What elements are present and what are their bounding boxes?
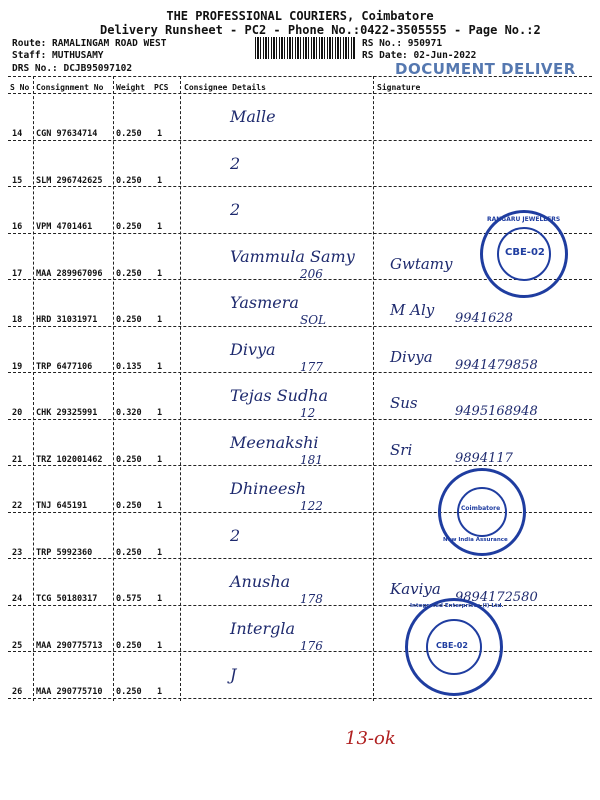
row-consignment-no: CHK 29325991 bbox=[36, 408, 98, 418]
row-weight: 0.250 bbox=[116, 315, 142, 325]
row-pcs: 1 bbox=[157, 222, 163, 232]
row-sno: 22 bbox=[12, 501, 23, 511]
row-pcs: 1 bbox=[157, 687, 163, 697]
row-weight: 0.250 bbox=[116, 129, 142, 139]
row-pcs: 1 bbox=[157, 268, 163, 279]
col-divider bbox=[33, 76, 34, 701]
row-consignment-no: TRP 5992360 bbox=[36, 547, 93, 558]
row-signature: Divya bbox=[390, 347, 433, 366]
row-separator bbox=[8, 140, 592, 141]
row-weight: 0.575 bbox=[116, 594, 142, 604]
col-header-signature: Signature bbox=[377, 83, 421, 92]
row-consignee-handwriting: Divya bbox=[230, 339, 276, 359]
row-consignment-no: TNJ 645191 bbox=[36, 501, 88, 511]
row-separator bbox=[8, 419, 592, 420]
row-signature: M Aly bbox=[390, 301, 435, 319]
jewellers-stamp-center: CBE-02 bbox=[505, 247, 545, 258]
document-delivery-stamp: DOCUMENT DELIVER bbox=[395, 60, 576, 78]
row-weight: 0.250 bbox=[116, 501, 142, 511]
row-weight: 0.250 bbox=[116, 547, 142, 558]
row-consignee-handwriting: Intergla bbox=[230, 618, 296, 638]
row-separator bbox=[8, 698, 592, 699]
row-consignee-number: 177 bbox=[300, 359, 323, 374]
row-pcs: 1 bbox=[157, 175, 163, 186]
col-divider bbox=[373, 76, 374, 701]
row-consignment-no: TCG 50180317 bbox=[36, 594, 98, 604]
row-pcs: 1 bbox=[157, 454, 163, 465]
row-pcs: 1 bbox=[157, 315, 163, 325]
row-consignee-handwriting: 2 bbox=[230, 200, 241, 219]
row-consignee-number: 122 bbox=[300, 499, 323, 513]
row-weight: 0.250 bbox=[116, 222, 142, 232]
col-divider bbox=[113, 76, 114, 701]
row-weight: 0.320 bbox=[116, 408, 142, 418]
row-consignee-handwriting: Dhineesh bbox=[230, 479, 307, 498]
row-sno: 20 bbox=[12, 408, 23, 418]
row-consignee-handwriting: Anusha bbox=[230, 572, 291, 591]
row-sno: 24 bbox=[12, 594, 23, 604]
jewellers-stamp bbox=[480, 210, 568, 298]
row-consignment-no: MAA 290775713 bbox=[36, 640, 103, 651]
row-pcs: 1 bbox=[157, 594, 163, 604]
row-weight: 0.135 bbox=[116, 361, 142, 372]
row-weight: 0.250 bbox=[116, 640, 142, 651]
row-weight: 0.250 bbox=[116, 175, 142, 186]
col-header-consignee-details: Consignee Details bbox=[184, 83, 266, 92]
row-signature: Sus bbox=[390, 394, 418, 412]
row-consignee-handwriting: Malle bbox=[230, 107, 276, 126]
row-signature: Gwtamy bbox=[390, 254, 453, 273]
row-consignee-number: 176 bbox=[300, 638, 323, 653]
table-top-border bbox=[8, 76, 592, 77]
row-sno: 26 bbox=[12, 687, 23, 697]
row-consignee-handwriting: 2 bbox=[230, 153, 241, 173]
row-signature: Sri bbox=[390, 440, 413, 459]
row-consignment-no: TRP 6477106 bbox=[36, 361, 93, 372]
row-consignee-handwriting: Meenakshi bbox=[230, 432, 319, 452]
header-separator bbox=[8, 93, 592, 94]
col-header-sno: S No bbox=[10, 83, 30, 92]
col-divider bbox=[180, 76, 181, 701]
row-consignee-handwriting: Vammula Samy bbox=[230, 246, 355, 266]
row-consignee-number: 178 bbox=[300, 592, 323, 606]
row-pcs: 1 bbox=[157, 361, 163, 372]
row-consignee-number: 181 bbox=[300, 452, 323, 467]
row-sno: 14 bbox=[12, 129, 23, 139]
row-sno: 18 bbox=[12, 315, 23, 325]
row-phone: 9894172580 bbox=[455, 590, 538, 605]
row-consignment-no: SLM 296742625 bbox=[36, 175, 103, 186]
row-separator bbox=[8, 651, 592, 652]
row-consignment-no: CGN 97634714 bbox=[36, 129, 98, 139]
col-header-consignment: Consignment No bbox=[36, 83, 104, 92]
company-name: THE PROFESSIONAL COURIERS, Coimbatore bbox=[166, 9, 434, 23]
row-sno: 17 bbox=[12, 268, 23, 279]
row-phone: 9894117 bbox=[455, 450, 513, 466]
row-pcs: 1 bbox=[157, 129, 163, 139]
assurance-stamp-inner-ring bbox=[457, 487, 507, 537]
row-separator bbox=[8, 186, 592, 187]
row-consignment-no: MAA 290775710 bbox=[36, 687, 103, 697]
row-sno: 23 bbox=[12, 547, 23, 558]
row-sno: 19 bbox=[12, 361, 23, 372]
row-consignee-number: SOL bbox=[300, 313, 327, 327]
col-header-pcs: PCS bbox=[154, 83, 169, 92]
row-sno: 25 bbox=[12, 640, 23, 651]
row-weight: 0.250 bbox=[116, 268, 142, 279]
row-sno: 21 bbox=[12, 454, 23, 465]
row-consignee-handwriting: J bbox=[230, 665, 237, 684]
row-signature: Kaviya bbox=[390, 580, 441, 598]
row-phone: 9941479858 bbox=[455, 357, 538, 373]
row-consignee-number: 12 bbox=[300, 406, 316, 420]
rs-number: RS No.: 950971 bbox=[362, 38, 443, 49]
integrated-stamp-center: CBE-02 bbox=[436, 641, 468, 650]
row-separator bbox=[8, 465, 592, 466]
rs-date: RS Date: 02-Jun-2022 bbox=[362, 50, 477, 61]
row-weight: 0.250 bbox=[116, 454, 142, 465]
runsheet-subtitle: Delivery Runsheet - PC2 - Phone No.:0422-3505555 - Page No.:2 bbox=[100, 23, 541, 37]
handwritten-footnote: 13-ok bbox=[345, 728, 396, 749]
staff-label: Staff: MUTHUSAMY bbox=[12, 50, 104, 61]
row-phone: 9495168948 bbox=[455, 404, 538, 419]
row-consignment-no: MAA 289967096 bbox=[36, 268, 103, 279]
row-pcs: 1 bbox=[157, 501, 163, 511]
row-consignment-no: VPM 4701461 bbox=[36, 222, 93, 232]
integrated-stamp bbox=[405, 598, 503, 696]
route-label: Route: RAMALINGAM ROAD WEST bbox=[12, 38, 167, 49]
row-pcs: 1 bbox=[157, 547, 163, 558]
row-sno: 16 bbox=[12, 222, 23, 232]
row-phone: 9941628 bbox=[455, 311, 513, 326]
row-consignee-number: 206 bbox=[300, 266, 323, 281]
row-separator bbox=[8, 372, 592, 373]
row-consignee-handwriting: Tejas Sudha bbox=[230, 386, 329, 405]
row-separator bbox=[8, 605, 592, 606]
assurance-stamp bbox=[438, 468, 526, 556]
row-separator bbox=[8, 558, 592, 559]
col-header-weight: Weight bbox=[116, 83, 145, 92]
barcode bbox=[255, 37, 355, 59]
row-consignment-no: HRD 31031971 bbox=[36, 315, 98, 325]
assurance-stamp-ring-text: New India Assurance bbox=[443, 537, 508, 543]
row-consignee-handwriting: 2 bbox=[230, 525, 241, 545]
row-consignment-no: TRZ 102001462 bbox=[36, 454, 103, 465]
row-weight: 0.250 bbox=[116, 687, 142, 697]
row-sno: 15 bbox=[12, 175, 23, 186]
jewellers-stamp-ring-text: RANGARU JEWELLERS bbox=[487, 216, 561, 223]
row-pcs: 1 bbox=[157, 640, 163, 651]
integrated-stamp-ring-text: Integrated Enterprises (I) Ltd. bbox=[410, 603, 504, 609]
assurance-stamp-center: Coimbatore bbox=[461, 505, 501, 512]
row-separator bbox=[8, 326, 592, 327]
row-pcs: 1 bbox=[157, 408, 163, 418]
row-consignee-handwriting: Yasmera bbox=[230, 293, 299, 312]
drs-number: DRS No.: DCJB95097102 bbox=[12, 63, 133, 74]
